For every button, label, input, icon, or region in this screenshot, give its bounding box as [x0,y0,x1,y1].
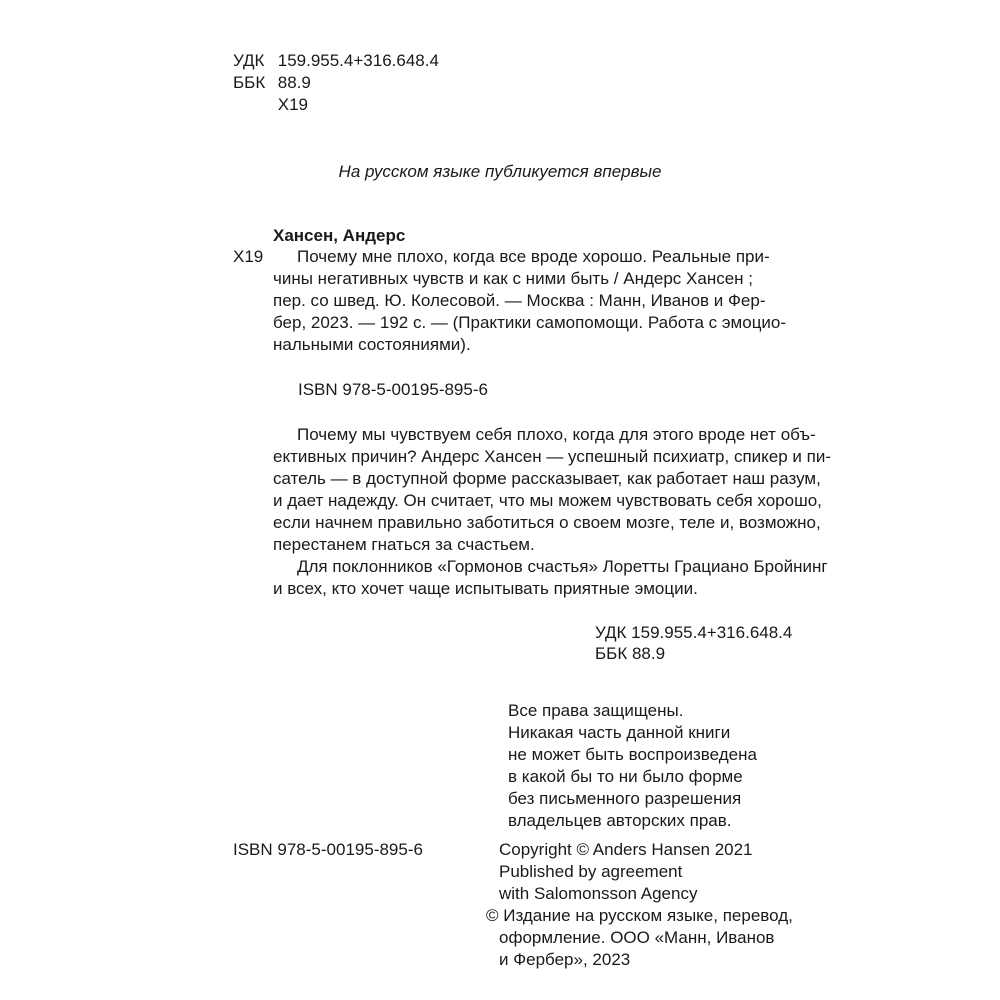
bbk-label: ББК [233,73,266,92]
isbn-card: ISBN 978-5-00195-895-6 [298,380,488,399]
copyright-notice [499,839,753,905]
annotation-line: и дает надежду. Он считает, что мы можем чувствовать себя хорошо, [273,491,822,510]
udk-row [233,50,439,72]
annotation-line: перестанем гнаться за счастьем. [273,535,535,554]
edition-line: и Фербер», 2023 [499,950,631,969]
annotation-line: сатель — в доступной форме рассказывает, как работает наш разум, [273,469,821,488]
rights-notice [508,700,757,832]
rights-line: в какой бы то ни было форме [508,767,743,786]
udk-label: УДК [233,51,265,70]
description-line: чины негативных чувств и как с ними быть / Андерс Хансен ; [273,269,753,288]
annotation [273,424,831,600]
copyright-line: Published by agreement [499,862,683,881]
bbk-value: 88.9 [277,73,311,92]
rights-line: Никакая часть данной книги [508,723,731,742]
isbn-bottom: ISBN 978-5-00195-895-6 [233,840,423,859]
description-line: пер. со швед. Ю. Колесовой. — Москва : Манн, Иванов и Фер- [273,291,766,310]
author-heading: Хансен, Андерс [273,226,406,245]
udk-value: 159.955.4+316.648.4 [277,51,439,70]
annotation-line: если начнем правильно заботиться о своем мозге, теле и, возможно, [273,513,821,532]
annotation-line: Почему мы чувствуем себя плохо, когда для этого вроде нет объ- [297,425,816,444]
author-mark-card: Х19 [233,247,264,266]
first-publication-note: На русском языке публикуется впервые [338,162,662,181]
bbk-row [233,72,439,94]
rights-line: не может быть воспроизведена [508,745,757,764]
edition-line: © Издание на русском языке, перевод, [486,906,793,925]
copyright-line: Copyright © Anders Hansen 2021 [499,840,753,859]
description-line: Почему мне плохо, когда все вроде хорошо. Реальные при- [297,247,770,266]
author-mark-row [233,94,439,116]
rights-line: Все права защищены. [508,701,684,720]
bbk-card: ББК 88.9 [595,644,666,663]
edition-notice [486,905,793,971]
edition-line: оформление. ООО «Манн, Иванов [499,928,775,947]
rights-line: владельцев авторских прав. [508,811,732,830]
description-line: нальными состояниями). [273,335,471,354]
author-mark-top: Х19 [277,95,308,114]
annotation-line: ективных причин? Андерс Хансен — успешный психиатр, спикер и пи- [273,447,831,466]
audience-line: и всех, кто хочет чаще испытывать приятные эмоции. [273,579,698,598]
copyright-line: with Salomonsson Agency [499,884,698,903]
classification-block [233,50,439,116]
description-line: бер, 2023. — 192 с. — (Практики самопомощи. Работа с эмоцио- [273,313,787,332]
bibliographic-description [273,246,786,356]
udk-card: УДК 159.955.4+316.648.4 [595,623,793,642]
rights-line: без письменного разрешения [508,789,742,808]
audience-line: Для поклонников «Гормонов счастья» Лоретты Грациано Бройнинг [297,557,828,576]
